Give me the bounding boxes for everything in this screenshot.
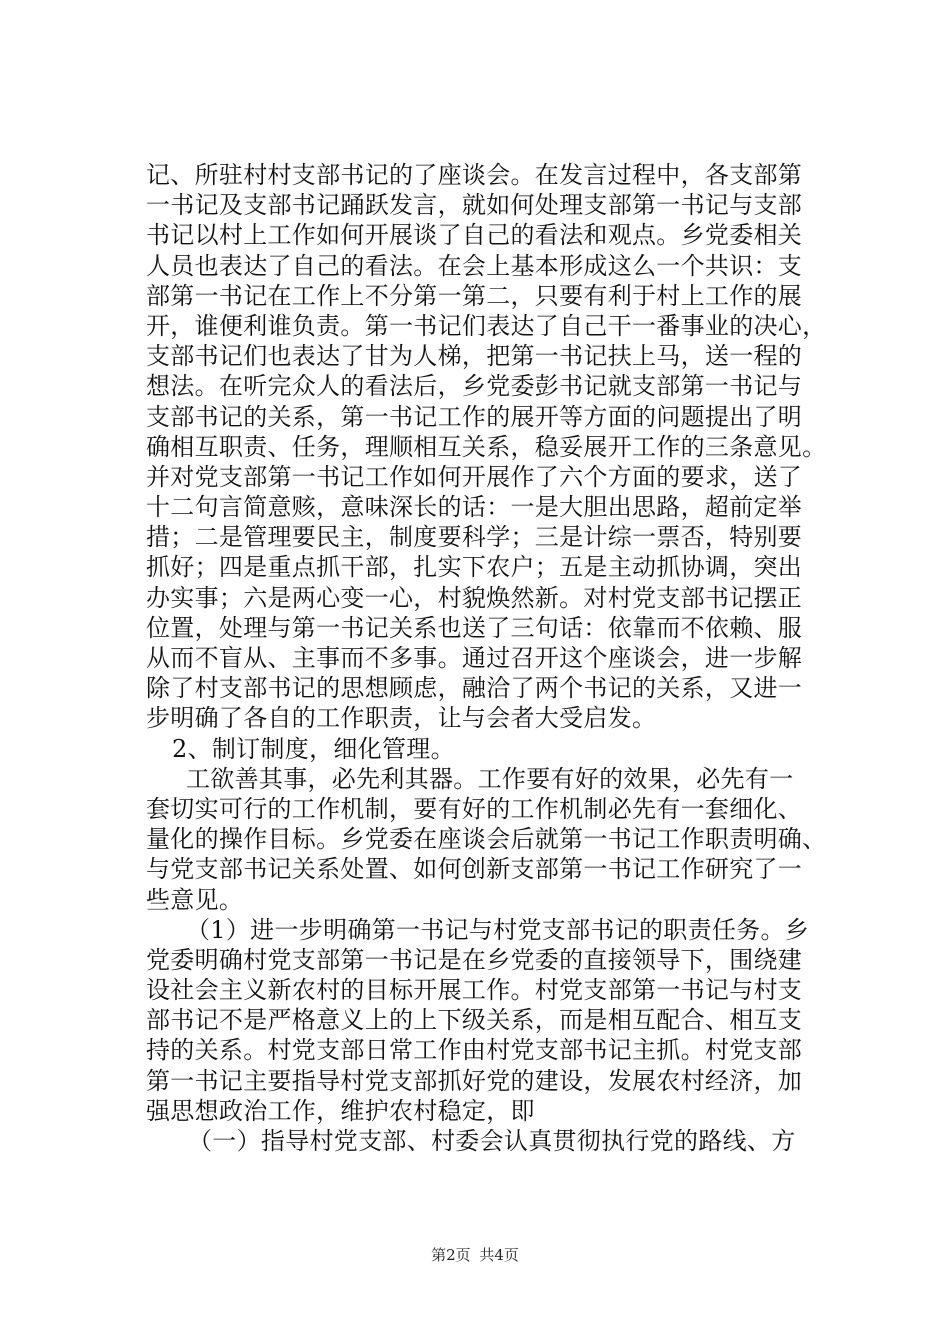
text-line: 十二句言简意赅，意味深长的话：一是大胆出思路，超前定举 <box>146 493 803 522</box>
text-line: 工欲善其事，必先利其器。工作要有好的效果，必先有一 <box>186 764 794 793</box>
text-line: 位置，处理与第一书记关系也送了三句话：依靠而不依赖、服 <box>146 613 803 642</box>
text-line: 量化的操作目标。乡党委在座谈会后就第一书记工作职责明确、 <box>146 825 827 854</box>
text-line: 一书记及支部书记踊跃发言，就如何处理支部第一书记与支部 <box>146 191 803 220</box>
text-line: 支部书记们也表达了甘为人梯，把第一书记扶上马，送一程的 <box>146 342 803 371</box>
text-line: （一）指导村党支部、村委会认真贯彻执行党的路线、方 <box>188 1127 796 1155</box>
text-line: 记、所驻村村支部书记的了座谈会。在发言过程中，各支部第 <box>146 161 803 189</box>
text-line: 确相互职责、任务，理顺相互关系，稳妥展开工作的三条意见。 <box>146 432 827 461</box>
text-line: 强思想政治工作，维护农村稳定，即 <box>146 1096 535 1125</box>
text-line: 套切实可行的工作机制，要有好的工作机制必先有一套细化、 <box>146 794 803 823</box>
text-line: 措；二是管理要民主，制度要科学；三是计综一票否，特别要 <box>146 523 803 552</box>
text-line: 除了村支部书记的思想顾虑，融洽了两个书记的关系，又进一 <box>146 674 803 703</box>
text-line: 第一书记主要指导村党支部抓好党的建设，发展农村经济，加 <box>146 1066 803 1095</box>
page-footer <box>0 1244 950 1265</box>
text-line: 人员也表达了自己的看法。在会上基本形成这么一个共识：支 <box>146 251 803 280</box>
text-line: 想法。在听完众人的看法后，乡党委彭书记就支部第一书记与 <box>146 372 803 401</box>
text-line: 从而不盲从、主事而不多事。通过召开这个座谈会，进一步解 <box>146 644 803 672</box>
text-line: 步明确了各自的工作职责，让与会者大受启发。 <box>146 704 657 733</box>
text-line: 办实事；六是两心变一心，村貌焕然新。对村党支部书记摆正 <box>146 583 803 612</box>
section-heading: 2、制订制度，细化管理。 <box>172 734 455 763</box>
text-line: 抓好；四是重点抓干部，扎实下农户；五是主动抓协调，突出 <box>146 553 803 582</box>
page-number: 第2页 <box>431 1246 471 1264</box>
text-line: 部书记不是严格意义上的上下级关系，而是相互配合、相互支 <box>146 1006 803 1035</box>
text-line: 些意见。 <box>146 885 244 914</box>
text-line: 书记以村上工作如何开展谈了自己的看法和观点。乡党委相关 <box>146 221 803 250</box>
text-line: 设社会主义新农村的目标开展工作。村党支部第一书记与村支 <box>146 976 803 1005</box>
text-line: 支部书记的关系，第一书记工作的展开等方面的问题提出了明 <box>146 402 803 431</box>
text-line: 与党支部书记关系处置、如何创新支部第一书记工作研究了一 <box>146 855 803 884</box>
text-line: 部第一书记在工作上不分第一第二，只要有利于村上工作的展 <box>146 281 803 310</box>
document-body <box>146 160 826 1156</box>
page-total: 共4页 <box>479 1246 519 1264</box>
text-line: 开，谁便利谁负责。第一书记们表达了自己干一番事业的决心， <box>146 311 827 340</box>
text-line: 持的关系。村党支部日常工作由村党支部书记主抓。村党支部 <box>146 1036 803 1065</box>
text-line: 党委明确村党支部第一书记是在乡党委的直接领导下，围绕建 <box>146 945 803 974</box>
text-line: （1）进一步明确第一书记与村党支部书记的职责任务。乡 <box>186 915 810 944</box>
text-line: 并对党支部第一书记工作如何开展作了六个方面的要求，送了 <box>146 462 803 491</box>
